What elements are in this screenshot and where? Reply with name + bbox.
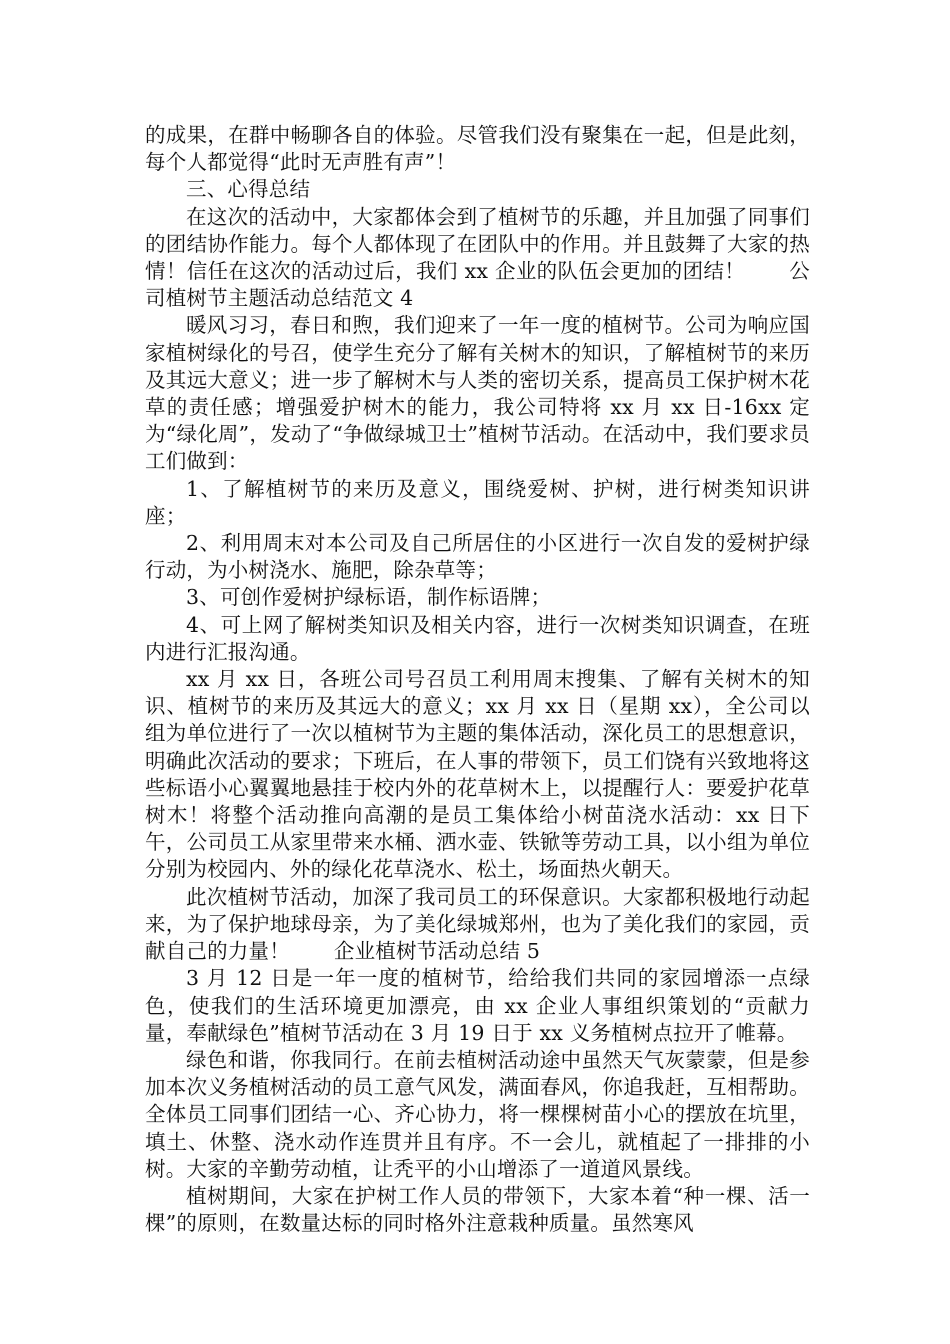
- article-title: 企业植树节活动总结 5: [333, 939, 541, 964]
- paragraph: 3 月 12 日是一年一度的植树节，给给我们共同的家园增添一点绿色，使我们的生活环境更加漂亮，由 xx 企业人事组织策划的“贡献力量，奉献绿色”植树节活动在 3 月 19 日于 xx 义务植树点拉开了帷幕。: [145, 966, 810, 1045]
- paragraph: 暖风习习，春日和煦，我们迎来了一年一度的植树节。公司为响应国家植树绿化的号召，使学生充分了解有关树木的知识，了解植树节的来历及其远大意义；进一步了解树木与人类的密切关系，提高员工保护树木花草的责任感；增强爱护树木的能力，我公司特将 xx 月 xx 日-16xx 定为“绿化周”，发动了“争做绿城卫士”植树节活动。在活动中，我们要求员工们做到：: [145, 313, 810, 474]
- list-item: 1、了解植树节的来历及意义，围绕爱树、护树，进行树类知识讲座；: [145, 476, 810, 528]
- paragraph-continuation: 的成果，在群中畅聊各自的体验。尽管我们没有聚集在一起，但是此刻，每个人都觉得“此时无声胜有声”！: [145, 123, 810, 175]
- paragraph: 植树期间，大家在护树工作人员的带领下，大家本着“种一棵、活一棵”的原则，在数量达标的同时格外注意栽种质量。虽然寒风: [145, 1183, 810, 1236]
- article-title: 公司植树节主题活动总结范文 4: [145, 259, 811, 311]
- list-item: 3、可创作爱树护绿标语，制作标语牌；: [186, 585, 552, 610]
- paragraph: 绿色和谐，你我同行。在前去植树活动途中虽然天气灰蒙蒙，但是参加本次义务植树活动的员工意气风发，满面春风，你追我赶，互相帮助。全体员工同事们团结一心、齐心协力，将一棵棵树苗小心的摆放在坑里，填土、休整、浇水动作连贯并且有序。不一会儿，就植起了一排排的小树。大家的辛勤劳动植，让秃平的小山增添了一道道风景线。: [145, 1047, 810, 1181]
- document-page: [145, 122, 810, 1237]
- list-item: 2、利用周末对本公司及自己所居住的小区进行一次自发的爱树护绿行动，为小树浇水、施肥，除杂草等；: [145, 531, 810, 583]
- paragraph: 在这次的活动中，大家都体会到了植树节的乐趣，并且加强了同事们的团结协作能力。每个人都体现了在团队中的作用。并且鼓舞了大家的热情！信任在这次的活动过后，我们 xx 企业的队伍会更加的团结！ 公司植树节主题活动总结范文 4: [145, 204, 811, 311]
- section-heading: 三、心得总结: [186, 177, 311, 202]
- list-item: 4、可上网了解树类知识及相关内容，进行一次树类知识调查，在班内进行汇报沟通。: [145, 612, 810, 664]
- paragraph: 此次植树节活动，加深了我司员工的环保意识。大家都积极地行动起来，为了保护地球母亲，为了美化绿城郑州，也为了美化我们的家园，贡献自己的力量！ 企业植树节活动总结 5: [145, 884, 810, 964]
- paragraph: xx 月 xx 日，各班公司号召员工利用周末搜集、了解有关树木的知识、植树节的来历及其远大的意义；xx 月 xx 日（星期 xx），全公司以组为单位进行了一次以植树节为主题的集体活动，深化员工的思想意识，明确此次活动的要求；下班后，在人事的带领下，员工们饶有兴致地将这些标语小心翼翼地悬挂于校内外的花草树木上，以提醒行人：要爱护花草树木！将整个活动推向高潮的是员工集体给小树苗浇水活动：xx 日下午，公司员工从家里带来水桶、洒水壶、铁锨等劳动工具，以小组为单位分别为校园内、外的绿化花草浇水、松土，场面热火朝天。: [145, 667, 810, 882]
